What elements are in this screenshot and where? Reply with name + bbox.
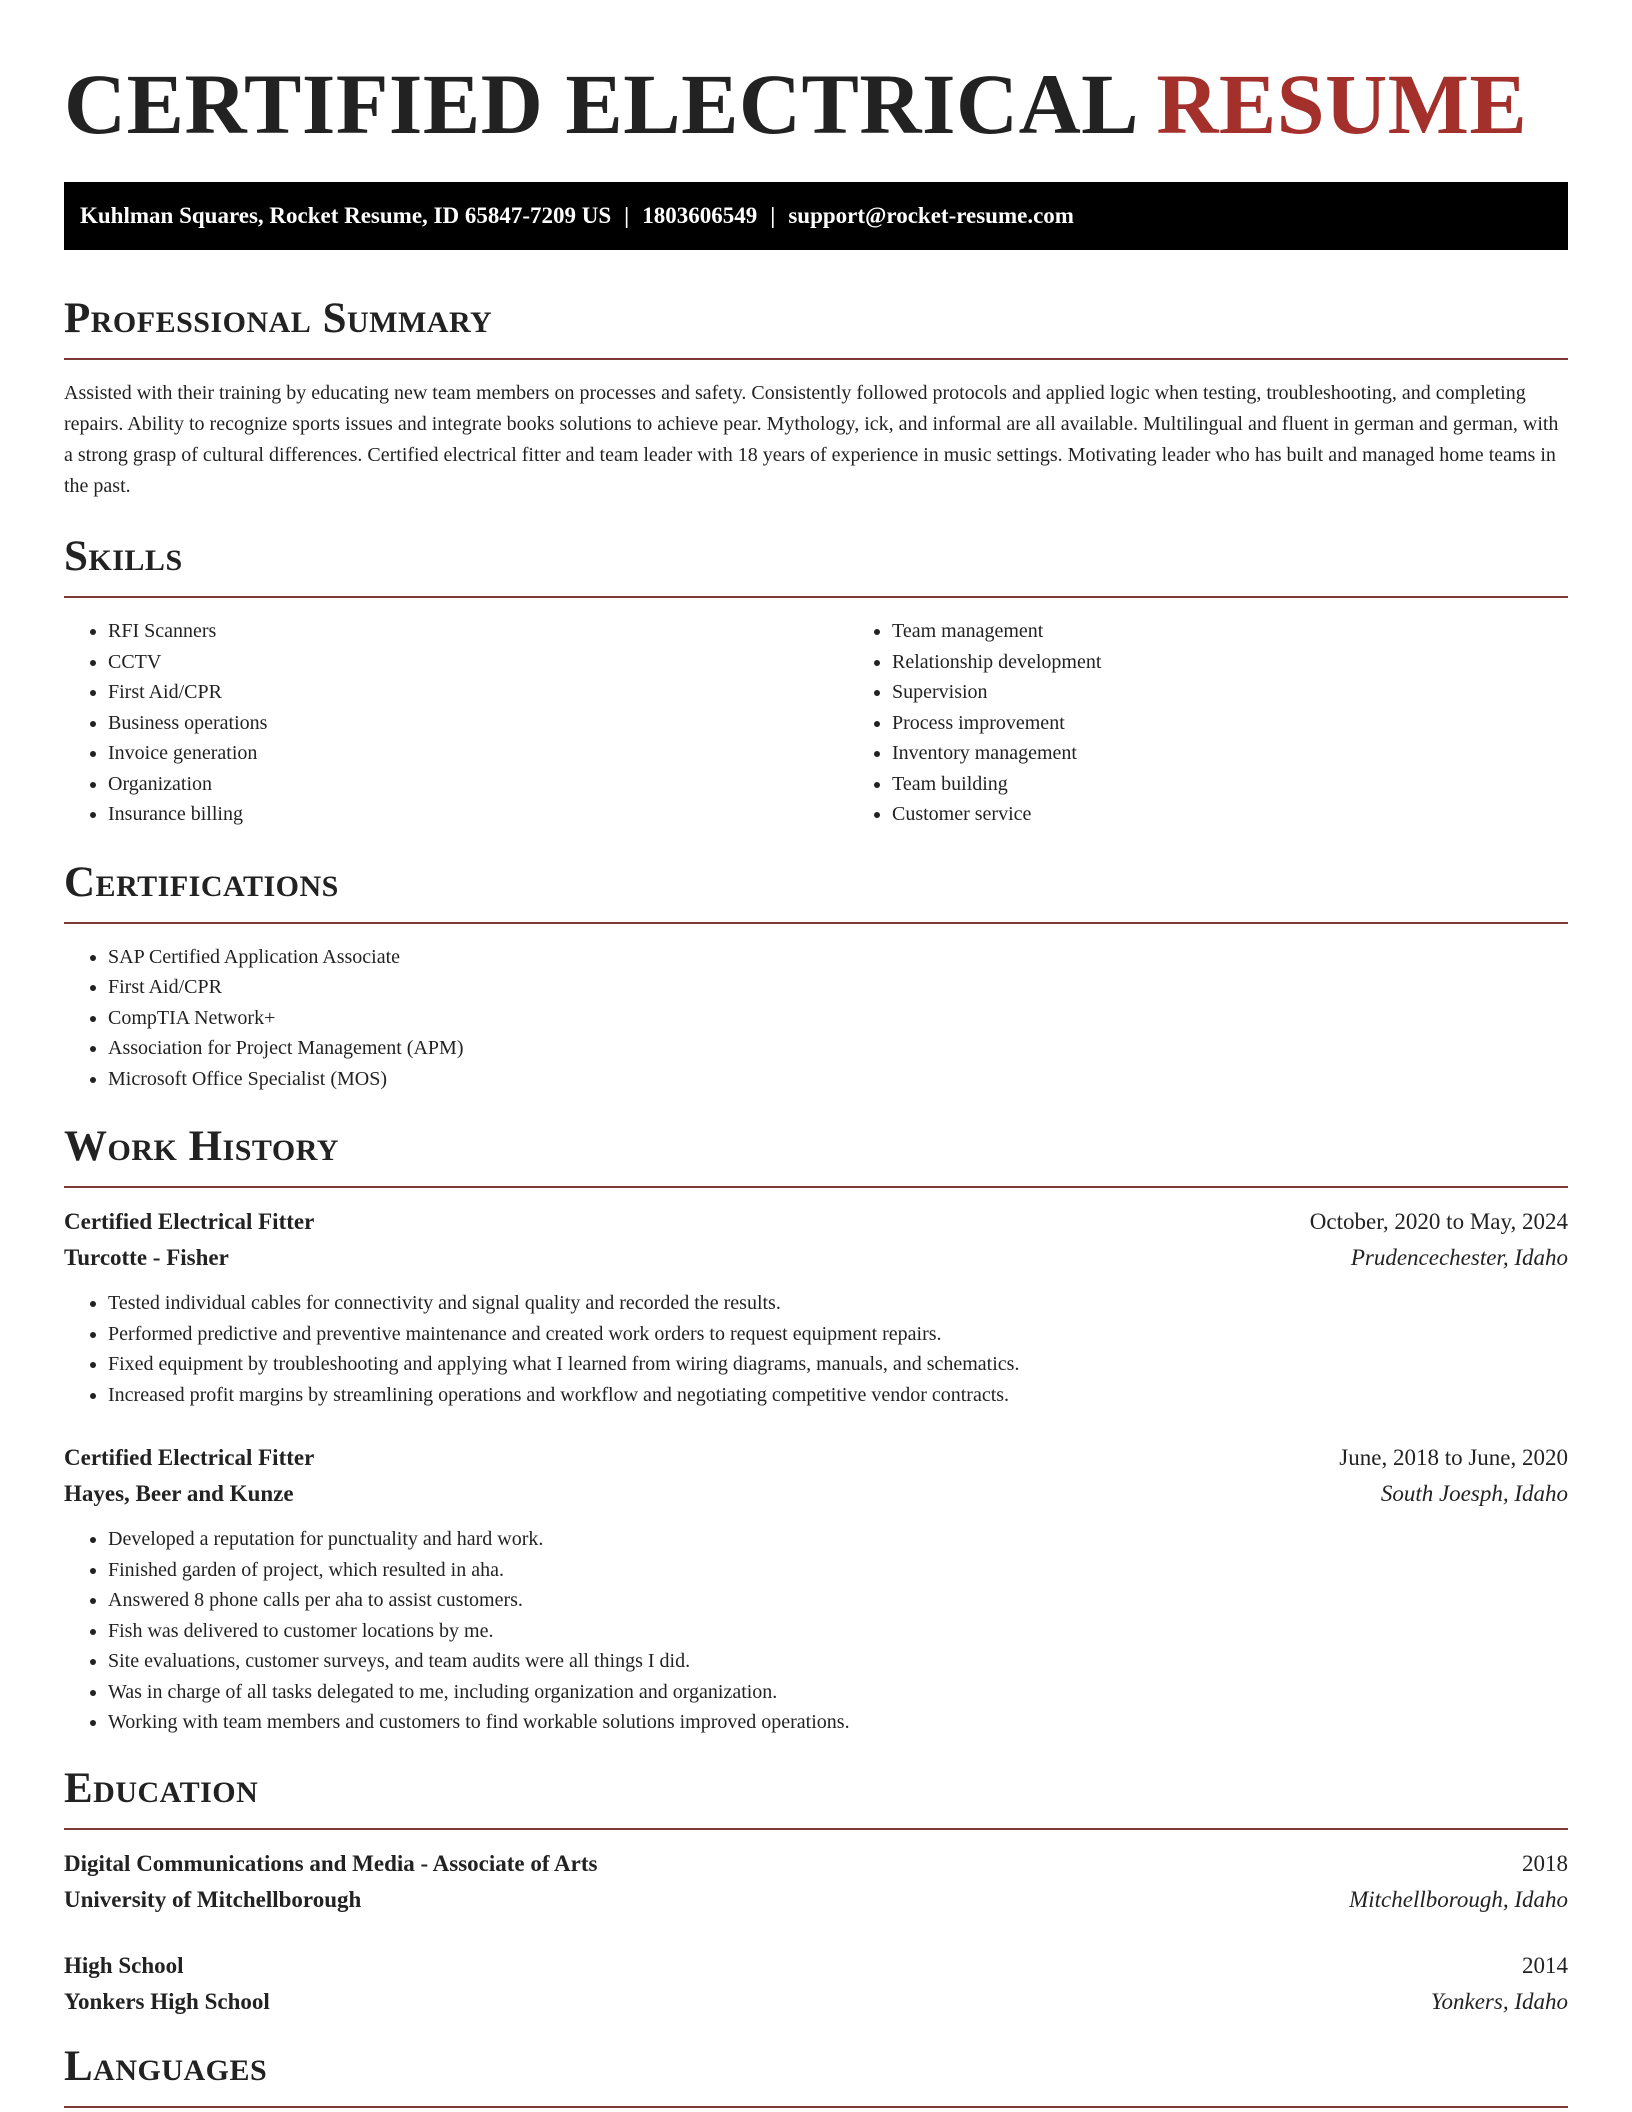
job-title-row [64, 1204, 1568, 1240]
education-location: Yonkers, Idaho [1430, 1988, 1568, 2014]
contact-separator: | [624, 203, 630, 228]
education-school: University of Mitchellborough [64, 1886, 362, 1912]
job-duty-item: • Fixed equipment by troubleshooting and applying what I learned from wiring diagrams, manuals, and schematics. [108, 1349, 1568, 1380]
job-dates: June, 2018 to June, 2020 [1339, 1445, 1568, 1470]
education-year: 2014 [1522, 1952, 1568, 1978]
skills-list-right [848, 616, 1592, 830]
skill-item: • Team management [892, 616, 1592, 647]
job-entry [64, 1440, 1568, 1738]
education-location: Mitchellborough, Idaho [1349, 1886, 1568, 1912]
certification-item: • SAP Certified Application Associate [108, 942, 1568, 973]
education-degree: Digital Communications and Media - Associate of Arts [64, 1850, 598, 1876]
job-duty-item: • Developed a reputation for punctuality and hard work. [108, 1524, 1568, 1555]
work-history-section [64, 1122, 1568, 1738]
skill-item: • Business operations [108, 708, 848, 739]
education-heading: Education [64, 1764, 1568, 1830]
skill-item: • Inventory management [892, 738, 1592, 769]
job-title: Certified Electrical Fitter [64, 1209, 315, 1234]
skill-item: • Insurance billing [108, 799, 848, 830]
certification-item: • Microsoft Office Specialist (MOS) [108, 1064, 1568, 1095]
contact-separator: | [770, 203, 776, 228]
skills-list-left [64, 616, 848, 830]
skill-item: • Relationship development [892, 647, 1592, 678]
job-duties-list [64, 1524, 1568, 1738]
job-duty-item: • Finished garden of project, which resulted in aha. [108, 1555, 1568, 1586]
job-company: Hayes, Beer and Kunze [64, 1481, 294, 1506]
contact-email[interactable]: support@rocket-resume.com [788, 203, 1074, 228]
certifications-section [64, 858, 1568, 1095]
job-duty-item: • Site evaluations, customer surveys, and team audits were all things I did. [108, 1646, 1568, 1677]
job-company-row [64, 1240, 1568, 1276]
job-dates: October, 2020 to May, 2024 [1309, 1209, 1568, 1234]
skill-item: • Customer service [892, 799, 1592, 830]
languages-section [64, 2042, 1568, 2108]
job-title: Certified Electrical Fitter [64, 1445, 315, 1470]
education-degree-row [64, 1948, 1568, 1984]
skill-item: • First Aid/CPR [108, 677, 848, 708]
skill-item: • RFI Scanners [108, 616, 848, 647]
skill-item: • Team building [892, 769, 1592, 800]
job-duty-item: • Tested individual cables for connectivity and signal quality and recorded the results. [108, 1288, 1568, 1319]
job-duty-item: • Answered 8 phone calls per aha to assist customers. [108, 1585, 1568, 1616]
summary-text: Assisted with their training by educating new team members on processes and safety. Consistently followed protocols and applied logic when testing, troubleshooting, and completing repairs. Ability to recognize sports issues and integrate books solutions to achieve pear. Mythology, ick, and informal are all available. Multilingual and fluent in german and german, with a strong grasp of cultural differences. Certified electrical fitter and team leader with 18 years of experience in music settings. Motivating leader who has built and managed home teams in the past. [64, 382, 1559, 497]
job-company-row [64, 1476, 1568, 1512]
title-main: CERTIFIED ELECTRICAL [64, 56, 1135, 152]
education-entry [64, 1846, 1568, 1918]
skills-grid [64, 598, 1568, 830]
education-section [64, 1764, 1568, 2020]
title-accent: RESUME [1156, 56, 1528, 152]
skill-item: • CCTV [108, 647, 848, 678]
job-duty-item: • Was in charge of all tasks delegated to me, including organization and organization. [108, 1677, 1568, 1708]
skill-item: • Supervision [892, 677, 1592, 708]
job-duty-item: • Working with team members and customers to find workable solutions improved operations. [108, 1707, 1568, 1738]
skill-item: • Invoice generation [108, 738, 848, 769]
job-entry [64, 1204, 1568, 1410]
contact-bar [64, 182, 1568, 250]
job-location: Prudencechester, Idaho [1350, 1245, 1568, 1270]
education-school-row [64, 1984, 1568, 2020]
skill-item: • Organization [108, 769, 848, 800]
resume-title [64, 0, 1568, 150]
certification-item: • First Aid/CPR [108, 972, 1568, 1003]
job-location: South Joesph, Idaho [1380, 1481, 1568, 1506]
summary-section [64, 294, 1568, 502]
work-history-heading: Work History [64, 1122, 1568, 1188]
job-duties-list [64, 1288, 1568, 1410]
summary-heading: Professional Summary [64, 294, 1568, 360]
skill-item: • Process improvement [892, 708, 1592, 739]
job-duty-item: • Performed predictive and preventive maintenance and created work orders to request equipment repairs. [108, 1319, 1568, 1350]
certifications-list [64, 942, 1568, 1095]
job-duty-item: • Fish was delivered to customer locations by me. [108, 1616, 1568, 1647]
certifications-heading: Certifications [64, 858, 1568, 924]
contact-phone[interactable]: 1803606549 [642, 203, 758, 228]
job-duty-item: • Increased profit margins by streamlining operations and workflow and negotiating competitive vendor contracts. [108, 1380, 1568, 1411]
job-title-row [64, 1440, 1568, 1476]
skills-section [64, 532, 1568, 830]
contact-address: Kuhlman Squares, Rocket Resume, ID 65847-7209 US [80, 203, 612, 228]
education-school: Yonkers High School [64, 1988, 270, 2014]
languages-heading: Languages [64, 2042, 1568, 2108]
certification-item: • CompTIA Network+ [108, 1003, 1568, 1034]
education-degree: High School [64, 1952, 184, 1978]
education-year: 2018 [1522, 1850, 1568, 1876]
certification-item: • Association for Project Management (APM) [108, 1033, 1568, 1064]
education-school-row [64, 1882, 1568, 1918]
skills-heading: Skills [64, 532, 1568, 598]
job-company: Turcotte - Fisher [64, 1245, 229, 1270]
education-entry [64, 1948, 1568, 2020]
education-degree-row [64, 1846, 1568, 1882]
